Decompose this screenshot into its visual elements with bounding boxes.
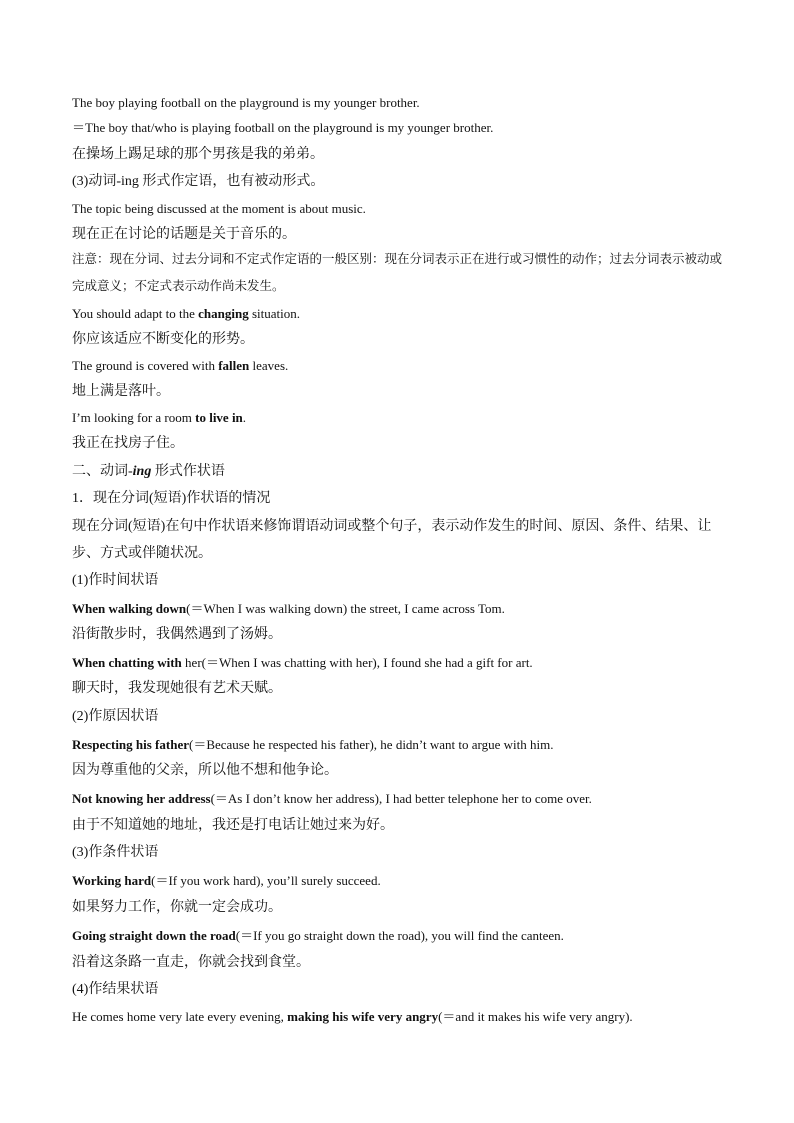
translation: 如果努力工作，你就一定会成功。: [72, 900, 282, 915]
note-paragraph: 注意：现在分词、过去分词和不定式作定语的一般区别：现在分词表示正在进行或习惯性的动作；过去分词表示被动或完成意义；不定式表示动作尚未发生。: [72, 252, 723, 293]
example-sentence: You should adapt to the changing situation.: [72, 306, 301, 321]
translation: 聊天时，我发现她很有艺术天赋。: [72, 681, 282, 696]
example-sentence: Going straight down the road(＝If you go straight down the road), you will find the canteen.: [72, 928, 564, 943]
translation: 现在正在讨论的话题是关于音乐的。: [72, 227, 296, 242]
example-sentence: When walking down(＝When I was walking down) the street, I came across Tom.: [72, 601, 505, 616]
subheading: 1．现在分词(短语)作状语的情况: [72, 491, 271, 506]
subheading: (1)作时间状语: [72, 573, 159, 588]
example-sentence: Not knowing her address(＝As I don’t know her address), I had better telephone her to come over.: [72, 791, 592, 806]
example-sentence: The boy playing football on the playground is my younger brother.: [72, 95, 420, 110]
example-sentence: Respecting his father(＝Because he respected his father), he didn’t want to argue with him.: [72, 737, 554, 752]
example-sentence: Working hard(＝If you work hard), you’ll surely succeed.: [72, 873, 381, 888]
example-sentence: When chatting with her(＝When I was chatting with her), I found she had a gift for art.: [72, 655, 533, 670]
example-sentence: I’m looking for a room to live in.: [72, 410, 247, 425]
translation: 由于不知道她的地址，我还是打电话让她过来为好。: [72, 818, 394, 833]
body-paragraph: 现在分词(短语)在句中作状语来修饰谓语动词或整个句子，表示动作发生的时间、原因、条件、结果、让步、方式或伴随状况。: [72, 519, 712, 561]
subheading: (4)作结果状语: [72, 982, 159, 997]
section-heading: 二、动词-ing 形式作状语: [72, 464, 225, 479]
example-sentence: The topic being discussed at the moment is about music.: [72, 201, 366, 216]
translation: 因为尊重他的父亲，所以他不想和他争论。: [72, 763, 338, 778]
translation: 你应该适应不断变化的形势。: [72, 332, 254, 347]
translation: 地上满是落叶。: [72, 384, 170, 399]
subheading: (3)作条件状语: [72, 845, 159, 860]
example-sentence: The ground is covered with fallen leaves.: [72, 358, 289, 373]
translation: 沿着这条路一直走，你就会找到食堂。: [72, 955, 310, 970]
subheading: (2)作原因状语: [72, 709, 159, 724]
translation: 我正在找房子住。: [72, 436, 184, 451]
subheading: (3)动词-ing 形式作定语，也有被动形式。: [72, 174, 325, 189]
translation: 沿街散步时，我偶然遇到了汤姆。: [72, 627, 282, 642]
example-sentence: He comes home very late every evening, making his wife very angry(＝and it makes his wife very angry).: [72, 1009, 633, 1024]
example-rewrite: ＝The boy that/who is playing football on the playground is my younger brother.: [72, 120, 494, 135]
translation: 在操场上踢足球的那个男孩是我的弟弟。: [72, 147, 324, 162]
